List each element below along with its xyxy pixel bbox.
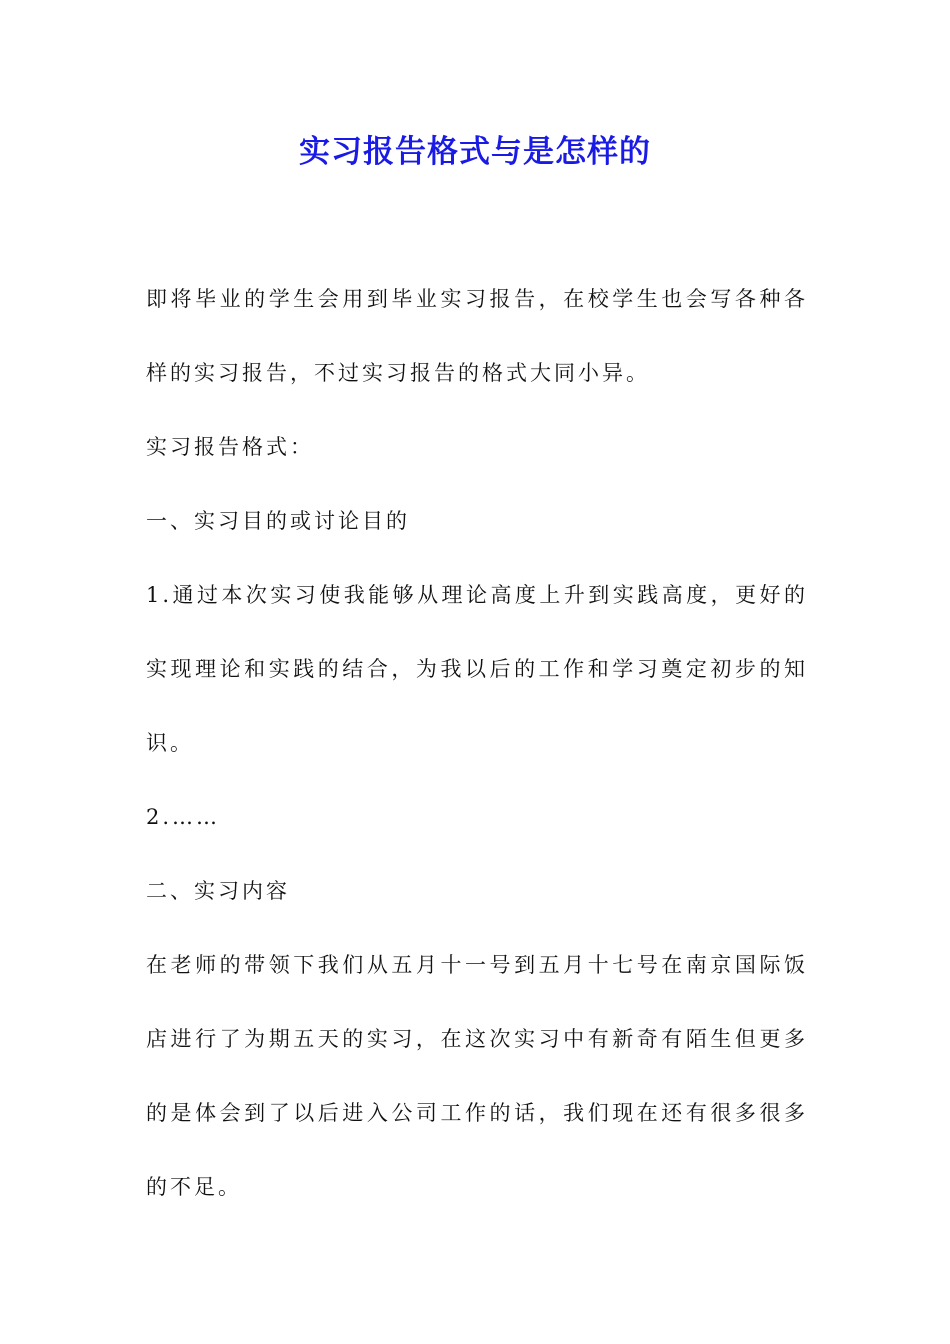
paragraph-intro: 即将毕业的学生会用到毕业实习报告，在校学生也会写各种各样的实习报告，不过实习报告的格式大同小异。 (146, 287, 808, 385)
paragraph-format-heading: 实习报告格式： (146, 435, 314, 459)
paragraph-purpose-1: 1.通过本次实习使我能够从理论高度上升到实践高度，更好的实现理论和实践的结合，为我以后的工作和学习奠定初步的知识。 (146, 583, 808, 755)
section-heading-purpose: 一、实习目的或讨论目的 (146, 509, 410, 533)
document-title: 实习报告格式与是怎样的 (299, 134, 651, 170)
document-body (146, 262, 808, 1224)
section-heading-content: 二、实习内容 (146, 879, 290, 903)
paragraph-purpose-2: 2.…… (146, 805, 221, 829)
paragraph-content: 在老师的带领下我们从五月十一号到五月十七号在南京国际饭店进行了为期五天的实习，在这次实习中有新奇有陌生但更多的是体会到了以后进入公司工作的话，我们现在还有很多很多的不足。 (146, 953, 808, 1199)
